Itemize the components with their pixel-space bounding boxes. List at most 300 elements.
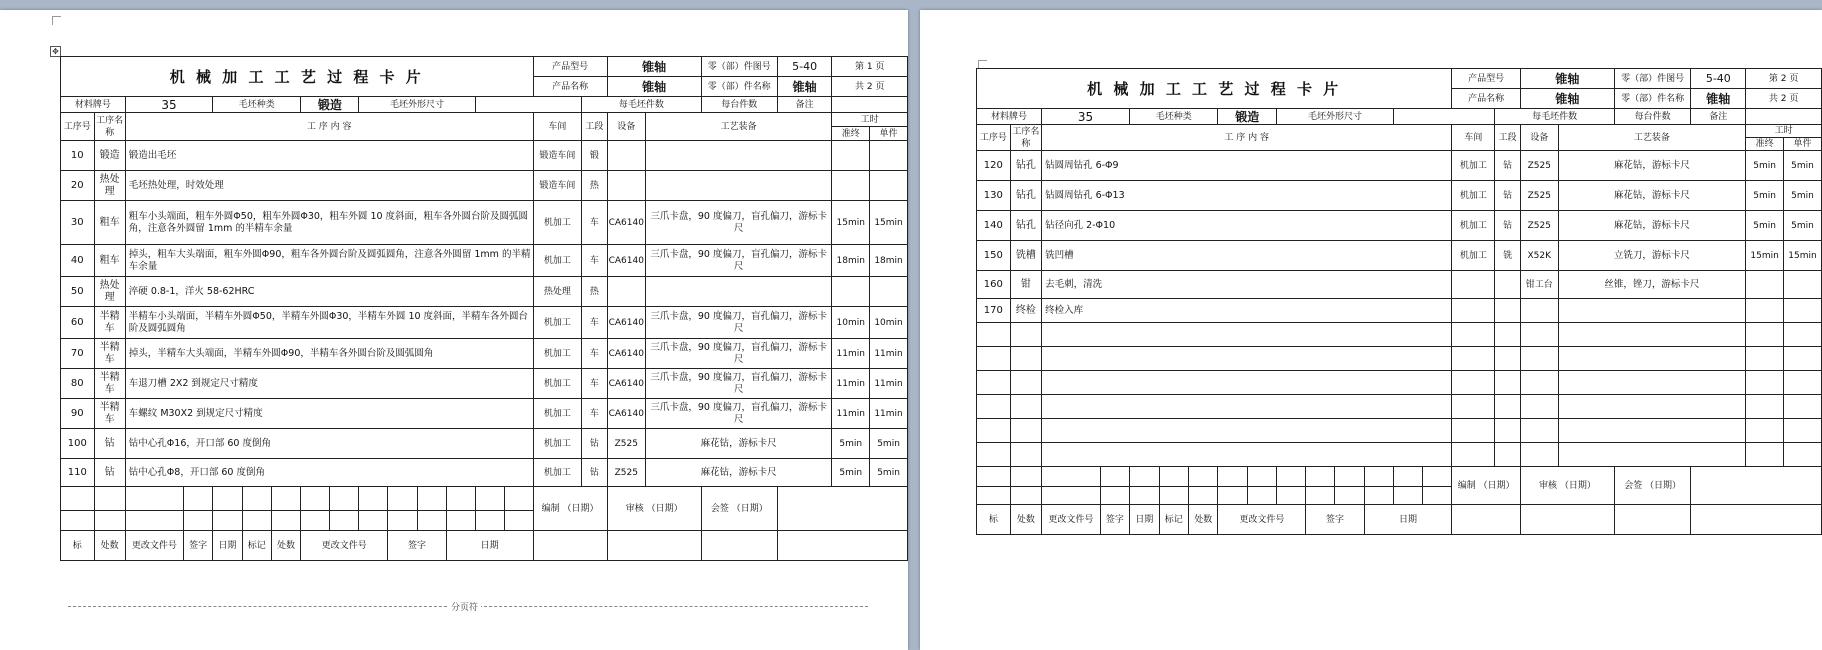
- blank-cell[interactable]: [475, 487, 504, 511]
- step-section: 车: [582, 307, 607, 339]
- footer-change-doc2: 更改文件号: [301, 531, 388, 561]
- blank-cell[interactable]: [1042, 323, 1452, 347]
- blank-cell[interactable]: [1452, 443, 1495, 467]
- blank-cell[interactable]: [1558, 419, 1746, 443]
- blank-cell[interactable]: [1495, 443, 1521, 467]
- blank-cell[interactable]: [977, 395, 1011, 419]
- table-row[interactable]: [61, 339, 908, 369]
- step-content[interactable]: 铣凹槽: [1042, 241, 1452, 271]
- blank-cell[interactable]: [1691, 505, 1822, 535]
- step-no: 60: [61, 307, 95, 339]
- step-content[interactable]: 钻中心孔Φ8，开口部 60 度倒角: [125, 459, 533, 487]
- material-no-label: 材料牌号: [61, 97, 126, 113]
- step-tooling: 立铣刀，游标卡尺: [1558, 241, 1746, 271]
- blank-cell[interactable]: [977, 419, 1011, 443]
- blank-cell[interactable]: [1218, 487, 1247, 505]
- table-row[interactable]: [61, 201, 908, 245]
- step-workshop: 机加工: [533, 307, 582, 339]
- footer-date2: 日期: [446, 531, 533, 561]
- table-row[interactable]: [977, 323, 1822, 347]
- blank-cell[interactable]: [330, 487, 359, 511]
- step-section: 铣: [1495, 241, 1521, 271]
- step-unit-time: 5min: [870, 429, 908, 459]
- blank-cell[interactable]: [301, 511, 330, 531]
- step-section: 热: [582, 277, 607, 307]
- table-row[interactable]: [61, 171, 908, 201]
- blank-cell[interactable]: [1010, 371, 1041, 395]
- table-row[interactable]: [61, 245, 908, 277]
- step-name: 钻孔: [1010, 181, 1041, 211]
- step-equipment: [607, 141, 645, 171]
- per-blank-label: 每毛坯件数: [582, 97, 702, 113]
- blank-cell[interactable]: [1746, 443, 1784, 467]
- blank-cell[interactable]: [446, 511, 475, 531]
- blank-cell[interactable]: [504, 487, 533, 511]
- step-content[interactable]: 掉头，粗车大头端面，粗车外圆Φ90，粗车各外圆台阶及圆弧圆角，注意各外圆留 1mm 的半精车余量: [125, 245, 533, 277]
- blank-cell[interactable]: [1495, 347, 1521, 371]
- step-workshop: 机加工: [533, 459, 582, 487]
- step-prep-time: 5min: [832, 429, 870, 459]
- step-unit-time: 5min: [870, 459, 908, 487]
- step-prep-time: 15min: [832, 201, 870, 245]
- blank-type-label: 毛坯种类: [213, 97, 301, 113]
- blank-cell[interactable]: [330, 511, 359, 531]
- step-section: 车: [582, 245, 607, 277]
- blank-cell[interactable]: [1746, 371, 1784, 395]
- step-name: 热处理: [94, 171, 125, 201]
- blank-cell[interactable]: [1452, 505, 1521, 535]
- blank-cell[interactable]: [1159, 487, 1188, 505]
- prep-time-header: 准终: [1746, 138, 1784, 151]
- step-no: 110: [61, 459, 95, 487]
- blank-cell[interactable]: [777, 487, 907, 531]
- product-model-label: 产品型号: [1452, 69, 1521, 89]
- step-equipment: CA6140: [607, 307, 645, 339]
- table-row[interactable]: [61, 277, 908, 307]
- product-model-value[interactable]: 锥轴: [607, 57, 701, 77]
- blank-cell[interactable]: [1495, 371, 1521, 395]
- blank-cell[interactable]: [271, 511, 300, 531]
- step-content[interactable]: 终检入库: [1042, 299, 1452, 323]
- blank-cell[interactable]: [1614, 505, 1691, 535]
- step-no: 50: [61, 277, 95, 307]
- table-row[interactable]: [61, 459, 908, 487]
- blank-cell[interactable]: [213, 511, 242, 531]
- blank-cell[interactable]: [1010, 323, 1041, 347]
- blank-cell[interactable]: [533, 531, 607, 561]
- table-row[interactable]: [61, 399, 908, 429]
- remark-value[interactable]: [832, 97, 908, 113]
- blank-cell[interactable]: [61, 511, 95, 531]
- table-row[interactable]: [977, 211, 1822, 241]
- table-row[interactable]: [977, 181, 1822, 211]
- blank-cell[interactable]: [1452, 371, 1495, 395]
- step-equipment: [1520, 299, 1558, 323]
- countersign-label: 会签 （日期）: [1614, 467, 1691, 505]
- product-name-value[interactable]: 锥轴: [1520, 89, 1614, 109]
- blank-cell[interactable]: [1495, 419, 1521, 443]
- blank-cell[interactable]: [1042, 467, 1101, 487]
- step-tooling: [645, 171, 831, 201]
- step-equipment: Z525: [1520, 181, 1558, 211]
- step-content[interactable]: 钻径向孔 2-Φ10: [1042, 211, 1452, 241]
- step-content[interactable]: 掉头，半精车大头端面，半精车外圆Φ90，半精车各外圆台阶及圆弧圆角: [125, 339, 533, 369]
- product-model-value[interactable]: 锥轴: [1520, 69, 1614, 89]
- blank-cell[interactable]: [125, 487, 183, 511]
- step-section: 钻: [1495, 211, 1521, 241]
- step-content[interactable]: 钻圆周钻孔 6-Φ9: [1042, 151, 1452, 181]
- blank-cell[interactable]: [1218, 467, 1247, 487]
- blank-cell[interactable]: [1393, 467, 1422, 487]
- blank-cell[interactable]: [1746, 395, 1784, 419]
- blank-cell[interactable]: [1520, 505, 1614, 535]
- blank-cell[interactable]: [388, 487, 417, 511]
- blank-cell[interactable]: [1042, 371, 1452, 395]
- blank-cell[interactable]: [1784, 371, 1822, 395]
- blank-cell[interactable]: [359, 511, 388, 531]
- step-no: 150: [977, 241, 1011, 271]
- step-no: 90: [61, 399, 95, 429]
- blank-cell[interactable]: [1558, 443, 1746, 467]
- blank-cell[interactable]: [1042, 419, 1452, 443]
- workshop-header: 车间: [1452, 125, 1495, 151]
- blank-cell[interactable]: [388, 511, 417, 531]
- step-tooling: 三爪卡盘，90 度偏刀，盲孔偏刀，游标卡尺: [645, 307, 831, 339]
- step-section: 钻: [582, 429, 607, 459]
- table-row[interactable]: [977, 271, 1822, 299]
- step-content[interactable]: 钻中心孔Φ16，开口部 60 度倒角: [125, 429, 533, 459]
- blank-cell[interactable]: [607, 531, 701, 561]
- part-name-value[interactable]: 锥轴: [1691, 89, 1746, 109]
- step-no: 130: [977, 181, 1011, 211]
- blank-cell[interactable]: [1247, 467, 1276, 487]
- blank-cell[interactable]: [1335, 487, 1364, 505]
- blank-cell[interactable]: [1042, 395, 1452, 419]
- step-tooling: 麻花钻，游标卡尺: [1558, 181, 1746, 211]
- footer-change-doc: 更改文件号: [125, 531, 183, 561]
- blank-cell[interactable]: [242, 511, 271, 531]
- footer-count: 处数: [94, 531, 125, 561]
- blank-cell[interactable]: [1495, 395, 1521, 419]
- part-name-value[interactable]: 锥轴: [777, 77, 832, 97]
- step-section: 钻: [1495, 181, 1521, 211]
- blank-cell[interactable]: [183, 487, 212, 511]
- material-no-value[interactable]: 35: [125, 97, 212, 113]
- step-unit-time: 11min: [870, 369, 908, 399]
- blank-cell[interactable]: [1306, 487, 1335, 505]
- blank-cell[interactable]: [777, 531, 907, 561]
- blank-cell[interactable]: [1452, 395, 1495, 419]
- footer-mark: 标: [61, 531, 95, 561]
- blank-cell[interactable]: [1010, 347, 1041, 371]
- step-equipment: CA6140: [607, 399, 645, 429]
- step-prep-time: [832, 141, 870, 171]
- product-name-value[interactable]: 锥轴: [607, 77, 701, 97]
- blank-cell[interactable]: [1784, 347, 1822, 371]
- blank-cell[interactable]: [1452, 419, 1495, 443]
- blank-cell[interactable]: [1520, 347, 1558, 371]
- blank-cell[interactable]: [1159, 467, 1188, 487]
- blank-cell[interactable]: [475, 511, 504, 531]
- step-prep-time: [832, 171, 870, 201]
- blank-cell[interactable]: [1042, 443, 1452, 467]
- review-label: 审核 （日期）: [1520, 467, 1614, 505]
- table-row[interactable]: [977, 299, 1822, 323]
- step-unit-time: 5min: [1784, 151, 1822, 181]
- blank-cell[interactable]: [1010, 395, 1041, 419]
- blank-cell[interactable]: [417, 511, 446, 531]
- step-tooling: [645, 277, 831, 307]
- step-tooling: 三爪卡盘，90 度偏刀，盲孔偏刀，游标卡尺: [645, 399, 831, 429]
- step-name-header: 工序名称: [94, 113, 125, 141]
- step-content[interactable]: 去毛刺，清洗: [1042, 271, 1452, 299]
- step-tooling: 三爪卡盘，90 度偏刀，盲孔偏刀，游标卡尺: [645, 245, 831, 277]
- step-content[interactable]: 毛坯热处理，时效处理: [125, 171, 533, 201]
- blank-cell[interactable]: [1100, 467, 1129, 487]
- part-no-value[interactable]: 5-40: [777, 57, 832, 77]
- step-no-header: 工序号: [61, 113, 95, 141]
- blank-type-value[interactable]: 锻造: [301, 97, 359, 113]
- material-no-label: 材料牌号: [977, 109, 1042, 125]
- table-row[interactable]: [977, 371, 1822, 395]
- blank-cell[interactable]: [359, 487, 388, 511]
- blank-cell[interactable]: [1010, 467, 1041, 487]
- blank-cell[interactable]: [94, 487, 125, 511]
- blank-cell[interactable]: [1277, 487, 1306, 505]
- blank-cell[interactable]: [1784, 395, 1822, 419]
- blank-cell[interactable]: [1520, 395, 1558, 419]
- step-workshop: 机加工: [533, 245, 582, 277]
- blank-cell[interactable]: [1520, 443, 1558, 467]
- blank-cell[interactable]: [1520, 323, 1558, 347]
- blank-cell[interactable]: [1558, 371, 1746, 395]
- table-row[interactable]: [977, 443, 1822, 467]
- blank-cell[interactable]: [1130, 467, 1159, 487]
- blank-type-value[interactable]: 锻造: [1218, 109, 1277, 125]
- step-content[interactable]: 粗车小头端面，粗车外圆Φ50，粗车外圆Φ30，粗车外圆 10 度斜面，粗车各外圆台阶及圆弧圆角，注意各外圆留 1mm 的半精车余量: [125, 201, 533, 245]
- blank-cell[interactable]: [977, 487, 1011, 505]
- footer-row: [61, 531, 908, 561]
- step-prep-time: 15min: [1746, 241, 1784, 271]
- step-unit-time: [1784, 271, 1822, 299]
- step-name: 半精车: [94, 339, 125, 369]
- blank-cell[interactable]: [1691, 467, 1822, 505]
- footer-sign2: 签字: [388, 531, 446, 561]
- section-header: 工段: [1495, 125, 1521, 151]
- step-tooling: 三爪卡盘，90 度偏刀，盲孔偏刀，游标卡尺: [645, 339, 831, 369]
- page-total: 共 2 页: [832, 77, 908, 97]
- blank-cell[interactable]: [1130, 487, 1159, 505]
- signoff-row[interactable]: [61, 487, 908, 511]
- material-no-value[interactable]: 35: [1042, 109, 1130, 125]
- step-name: 半精车: [94, 369, 125, 399]
- process-card-table-2[interactable]: [976, 68, 1822, 535]
- step-tooling: [1558, 299, 1746, 323]
- step-workshop: [1452, 271, 1495, 299]
- blank-cell[interactable]: [1277, 467, 1306, 487]
- blank-cell[interactable]: [977, 323, 1011, 347]
- step-prep-time: 5min: [832, 459, 870, 487]
- step-no: 70: [61, 339, 95, 369]
- blank-cell[interactable]: [1364, 487, 1393, 505]
- blank-cell[interactable]: [1364, 467, 1393, 487]
- blank-cell[interactable]: [1393, 487, 1422, 505]
- step-prep-time: [1746, 271, 1784, 299]
- blank-cell[interactable]: [125, 511, 183, 531]
- blank-cell[interactable]: [213, 487, 242, 511]
- footer-date: 日期: [1130, 505, 1159, 535]
- blank-cell[interactable]: [1746, 347, 1784, 371]
- blank-cell[interactable]: [1010, 487, 1041, 505]
- blank-cell[interactable]: [94, 511, 125, 531]
- step-unit-time: 18min: [870, 245, 908, 277]
- table-row[interactable]: [61, 429, 908, 459]
- remark-value[interactable]: [1746, 109, 1822, 125]
- blank-cell[interactable]: [1784, 419, 1822, 443]
- step-section: 车: [582, 339, 607, 369]
- blank-type-label: 毛坯种类: [1130, 109, 1218, 125]
- blank-cell[interactable]: [1042, 347, 1452, 371]
- blank-cell[interactable]: [1423, 487, 1452, 505]
- blank-size-value[interactable]: [475, 97, 582, 113]
- blank-cell[interactable]: [417, 487, 446, 511]
- step-content[interactable]: 钻圆周钻孔 6-Φ13: [1042, 181, 1452, 211]
- step-prep-time: 11min: [832, 339, 870, 369]
- blank-cell[interactable]: [1746, 323, 1784, 347]
- footer-date: 日期: [213, 531, 242, 561]
- blank-cell[interactable]: [701, 531, 777, 561]
- blank-cell[interactable]: [977, 371, 1011, 395]
- blank-cell[interactable]: [1495, 323, 1521, 347]
- step-workshop: 机加工: [1452, 211, 1495, 241]
- step-name: 半精车: [94, 307, 125, 339]
- table-row[interactable]: [977, 241, 1822, 271]
- table-row[interactable]: [61, 141, 908, 171]
- footer-sign2: 签字: [1306, 505, 1365, 535]
- step-section: [1495, 271, 1521, 299]
- blank-cell[interactable]: [1247, 487, 1276, 505]
- blank-cell[interactable]: [1558, 347, 1746, 371]
- blank-cell[interactable]: [183, 511, 212, 531]
- blank-cell[interactable]: [301, 487, 330, 511]
- table-row[interactable]: [977, 395, 1822, 419]
- step-name: 终检: [1010, 299, 1041, 323]
- blank-cell[interactable]: [1452, 347, 1495, 371]
- blank-cell[interactable]: [1010, 419, 1041, 443]
- table-row[interactable]: [61, 369, 908, 399]
- step-tooling: 丝锥，锉刀，游标卡尺: [1558, 271, 1746, 299]
- step-prep-time: 11min: [832, 369, 870, 399]
- blank-cell[interactable]: [1558, 323, 1746, 347]
- blank-cell[interactable]: [1335, 467, 1364, 487]
- step-content[interactable]: 车螺纹 M30X2 到规定尺寸精度: [125, 399, 533, 429]
- blank-cell[interactable]: [977, 467, 1011, 487]
- signoff-row[interactable]: [977, 467, 1822, 487]
- step-section: 车: [582, 201, 607, 245]
- blank-cell[interactable]: [1100, 487, 1129, 505]
- blank-cell[interactable]: [271, 487, 300, 511]
- footer-mark2: 标记: [242, 531, 271, 561]
- blank-cell[interactable]: [1452, 323, 1495, 347]
- step-unit-time: [870, 141, 908, 171]
- step-no: 100: [61, 429, 95, 459]
- card-title: 机 械 加 工 工 艺 过 程 卡 片: [977, 69, 1452, 109]
- blank-cell[interactable]: [1042, 487, 1101, 505]
- step-workshop: 机加工: [533, 201, 582, 245]
- step-equipment: CA6140: [607, 245, 645, 277]
- step-content[interactable]: 锻造出毛坯: [125, 141, 533, 171]
- step-workshop: 热处理: [533, 277, 582, 307]
- blank-cell[interactable]: [1423, 467, 1452, 487]
- blank-cell[interactable]: [977, 347, 1011, 371]
- step-no: 170: [977, 299, 1011, 323]
- table-row[interactable]: [61, 307, 908, 339]
- step-section: 钻: [1495, 151, 1521, 181]
- step-content[interactable]: 车退刀槽 2X2 到规定尺寸精度: [125, 369, 533, 399]
- step-prep-time: [832, 277, 870, 307]
- part-no-value[interactable]: 5-40: [1691, 69, 1746, 89]
- blank-cell[interactable]: [1188, 487, 1217, 505]
- step-unit-time: 5min: [1784, 211, 1822, 241]
- blank-cell[interactable]: [1784, 323, 1822, 347]
- step-no: 10: [61, 141, 95, 171]
- step-content[interactable]: 淬硬 0.8-1，洋火 58-62HRC: [125, 277, 533, 307]
- blank-cell[interactable]: [1520, 419, 1558, 443]
- step-name: 粗车: [94, 245, 125, 277]
- step-no: 30: [61, 201, 95, 245]
- blank-size-label: 毛坯外形尺寸: [359, 97, 475, 113]
- table-row[interactable]: [977, 347, 1822, 371]
- step-unit-time: 15min: [1784, 241, 1822, 271]
- blank-cell[interactable]: [61, 487, 95, 511]
- footer-mark2: 标记: [1159, 505, 1188, 535]
- product-name-label: 产品名称: [1452, 89, 1521, 109]
- compile-label: 编制 （日期）: [533, 487, 607, 531]
- blank-cell[interactable]: [1520, 371, 1558, 395]
- compile-label: 编制 （日期）: [1452, 467, 1521, 505]
- blank-cell[interactable]: [1306, 467, 1335, 487]
- blank-cell[interactable]: [1558, 395, 1746, 419]
- step-prep-time: 11min: [832, 399, 870, 429]
- equipment-header: 设备: [1520, 125, 1558, 151]
- table-move-handle-icon[interactable]: ✥: [50, 46, 61, 57]
- step-equipment: Z525: [1520, 151, 1558, 181]
- blank-cell[interactable]: [1188, 467, 1217, 487]
- step-tooling: 三爪卡盘，90 度偏刀，盲孔偏刀，游标卡尺: [645, 201, 831, 245]
- step-workshop: 锻造车间: [533, 171, 582, 201]
- blank-cell[interactable]: [1010, 443, 1041, 467]
- table-row[interactable]: [977, 419, 1822, 443]
- step-no: 40: [61, 245, 95, 277]
- step-equipment: [607, 277, 645, 307]
- equipment-header: 设备: [607, 113, 645, 141]
- blank-cell[interactable]: [1746, 419, 1784, 443]
- step-tooling: 麻花钻，游标卡尺: [645, 459, 831, 487]
- blank-cell[interactable]: [504, 511, 533, 531]
- document-page-1: [0, 10, 908, 650]
- blank-cell[interactable]: [242, 487, 271, 511]
- footer-date2: 日期: [1364, 505, 1452, 535]
- table-row[interactable]: [977, 151, 1822, 181]
- blank-cell[interactable]: [446, 487, 475, 511]
- blank-cell[interactable]: [977, 443, 1011, 467]
- blank-size-value[interactable]: [1393, 109, 1494, 125]
- process-card-table-1[interactable]: [60, 56, 908, 561]
- step-workshop: 机加工: [533, 369, 582, 399]
- blank-cell[interactable]: [1784, 443, 1822, 467]
- step-content[interactable]: 半精车小头端面，半精车外圆Φ50，半精车外圆Φ30，半精车外圆 10 度斜面，半精车各外圆台阶及圆弧圆角: [125, 307, 533, 339]
- step-name: 半精车: [94, 399, 125, 429]
